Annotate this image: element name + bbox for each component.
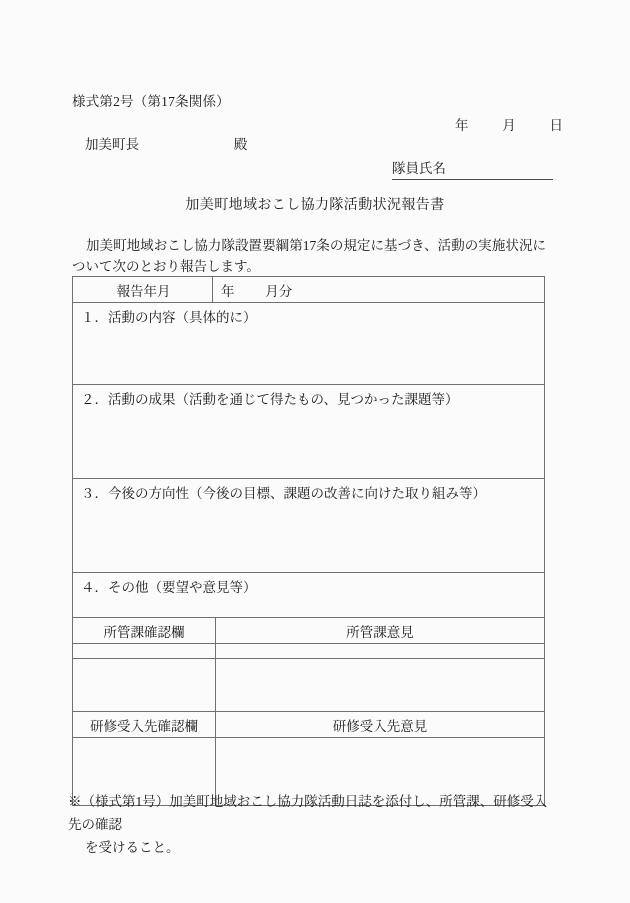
table-row-section-2 xyxy=(73,385,545,479)
section-1-cell[interactable]: １．活動の内容（具体的に） xyxy=(73,303,545,385)
dept-opinion-field[interactable] xyxy=(216,644,545,712)
form-code: 様式第2号（第17条関係） xyxy=(72,94,230,109)
host-confirm-label: 研修受入先確認欄 xyxy=(73,712,216,738)
dept-confirm-field[interactable] xyxy=(73,644,216,712)
table-row-section-1 xyxy=(73,303,545,385)
report-month-label: 報告年月 xyxy=(73,277,213,303)
table-row-dept-header xyxy=(73,618,545,644)
addressee-honorific: 殿 xyxy=(233,137,248,152)
page-title: 加美町地域おこし協力隊活動状況報告書 xyxy=(185,198,445,213)
report-month-value[interactable] xyxy=(213,277,545,303)
footnote-line-1: ※（様式第1号）加美町地域おこし協力隊活動日誌を添付し、所管課、研修受入先の確認 xyxy=(68,794,548,832)
table-row-dept-entry xyxy=(73,644,545,712)
approval-table xyxy=(72,617,545,806)
section-4-cell[interactable]: ４．その他（要望や意見等） xyxy=(73,573,545,659)
intro-paragraph: 加美町地域おこし協力隊設置要綱第17条の規定に基づき、活動の実施状況について次のとおり報告します。 xyxy=(72,238,546,274)
addressee-line xyxy=(85,133,247,153)
table-row-host-header xyxy=(73,712,545,738)
table-row-report-month xyxy=(73,277,545,303)
addressee-name: 加美町長 xyxy=(85,137,139,152)
host-opinion-label: 研修受入先意見 xyxy=(216,712,545,738)
footnote xyxy=(68,790,558,859)
section-2-cell[interactable]: ２．活動の成果（活動を通じて得たもの、見つかった課題等） xyxy=(73,385,545,479)
date-line xyxy=(455,114,563,134)
footnote-line-2: を受けること。 xyxy=(85,840,180,855)
report-month-unit-label: 月分 xyxy=(265,284,293,299)
date-month-label: 月 xyxy=(502,118,516,133)
date-year-label: 年 xyxy=(455,118,469,133)
report-month-year-label: 年 xyxy=(221,284,235,299)
section-3-cell[interactable]: ３．今後の方向性（今後の目標、課題の改善に向けた取り組み等） xyxy=(73,479,545,573)
dept-confirm-label: 所管課確認欄 xyxy=(73,618,216,644)
date-day-label: 日 xyxy=(549,118,563,133)
member-name-field[interactable]: 隊員氏名 xyxy=(392,157,553,180)
report-table xyxy=(72,276,545,659)
dept-opinion-label: 所管課意見 xyxy=(216,618,545,644)
table-row-section-3 xyxy=(73,479,545,573)
